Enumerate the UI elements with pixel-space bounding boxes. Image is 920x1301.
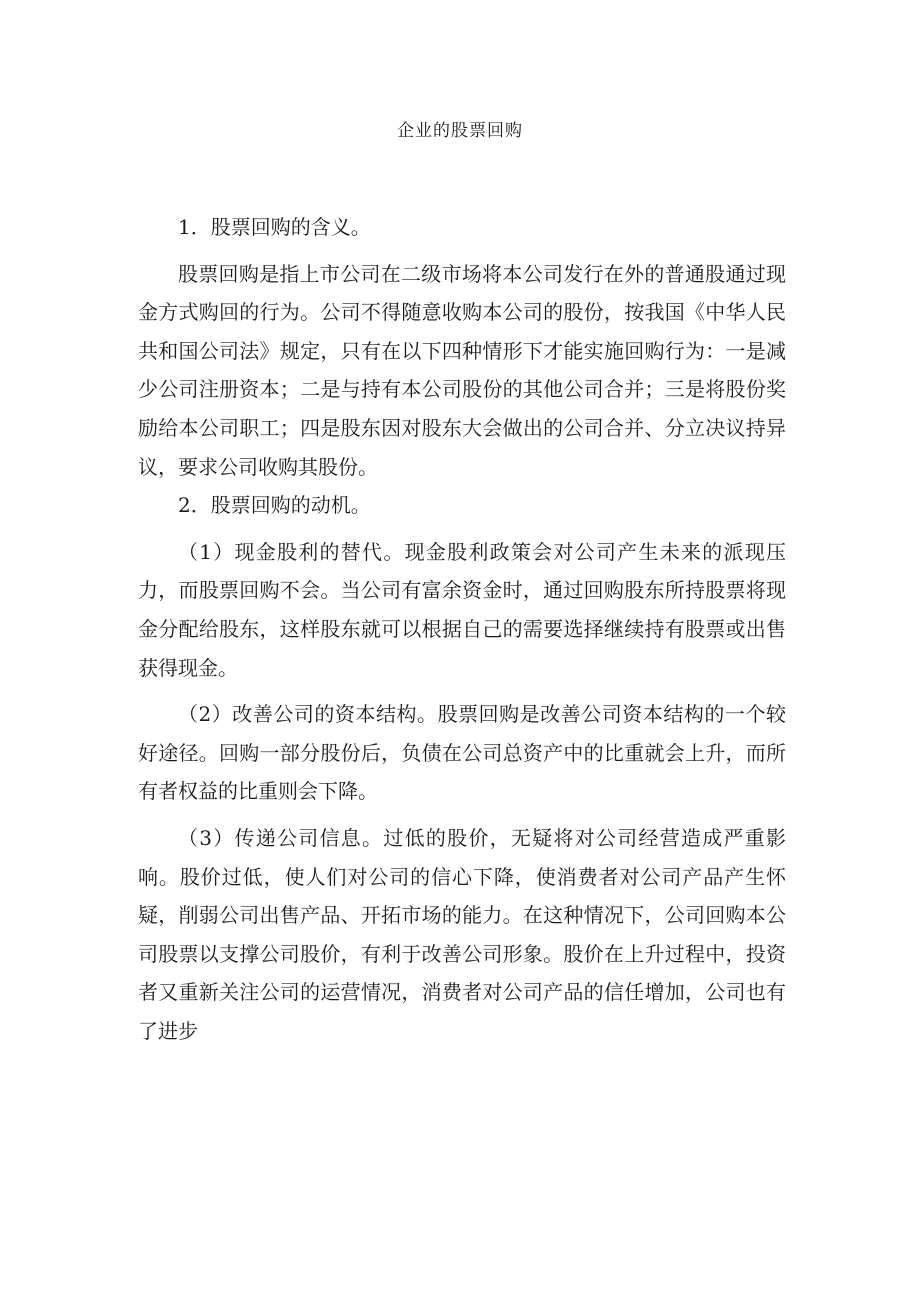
document-body xyxy=(138,208,786,1050)
section-heading-motives: 2．股票回购的动机。 xyxy=(178,493,371,518)
section-heading-meaning: 1．股票回购的含义。 xyxy=(178,215,371,239)
paragraph-definition: 股票回购是指上市公司在二级市场将本公司发行在外的普通股通过现金方式购回的行为。公司不得随意收购本公司的股份，按我国《中华人民共和国公司法》规定，只有在以下四种情形下才能实施回购行为：一是减少公司注册资本；二是与持有本公司股份的其他公司合并；三是将股份奖励给本公司职工；四是股东因对股东大会做出的公司合并、分立决议持异议，要求公司收购其股份。 xyxy=(138,261,786,479)
paragraph-motive-2: （2）改善公司的资本结构。股票回购是改善公司资本结构的一个较好途径。回购一部分股份后，负债在公司总资产中的比重就会上升，而所有者权益的比重则会下降。 xyxy=(138,702,786,804)
paragraph-motive-1: （1）现金股利的替代。现金股利政策会对公司产生未来的派现压力，而股票回购不会。当公司有富余资金时，通过回购股东所持股票将现金分配给股东，这样股东就可以根据自己的需要选择继续持有股票或出售获得现金。 xyxy=(138,539,786,680)
document-title: 企业的股票回购 xyxy=(397,121,523,141)
paragraph-motive-3: （3）传递公司信息。过低的股价，无疑将对公司经营造成严重影响。股价过低，使人们对公司的信心下降，使消费者对公司产品产生怀疑，削弱公司出售产品、开拓市场的能力。在这种情况下，公司回购本公司股票以支撑公司股价，有利于改善公司形象。股价在上升过程中，投资者又重新关注公司的运营情况，消费者对公司产品的信任增加，公司也有了进步 xyxy=(138,825,786,1043)
